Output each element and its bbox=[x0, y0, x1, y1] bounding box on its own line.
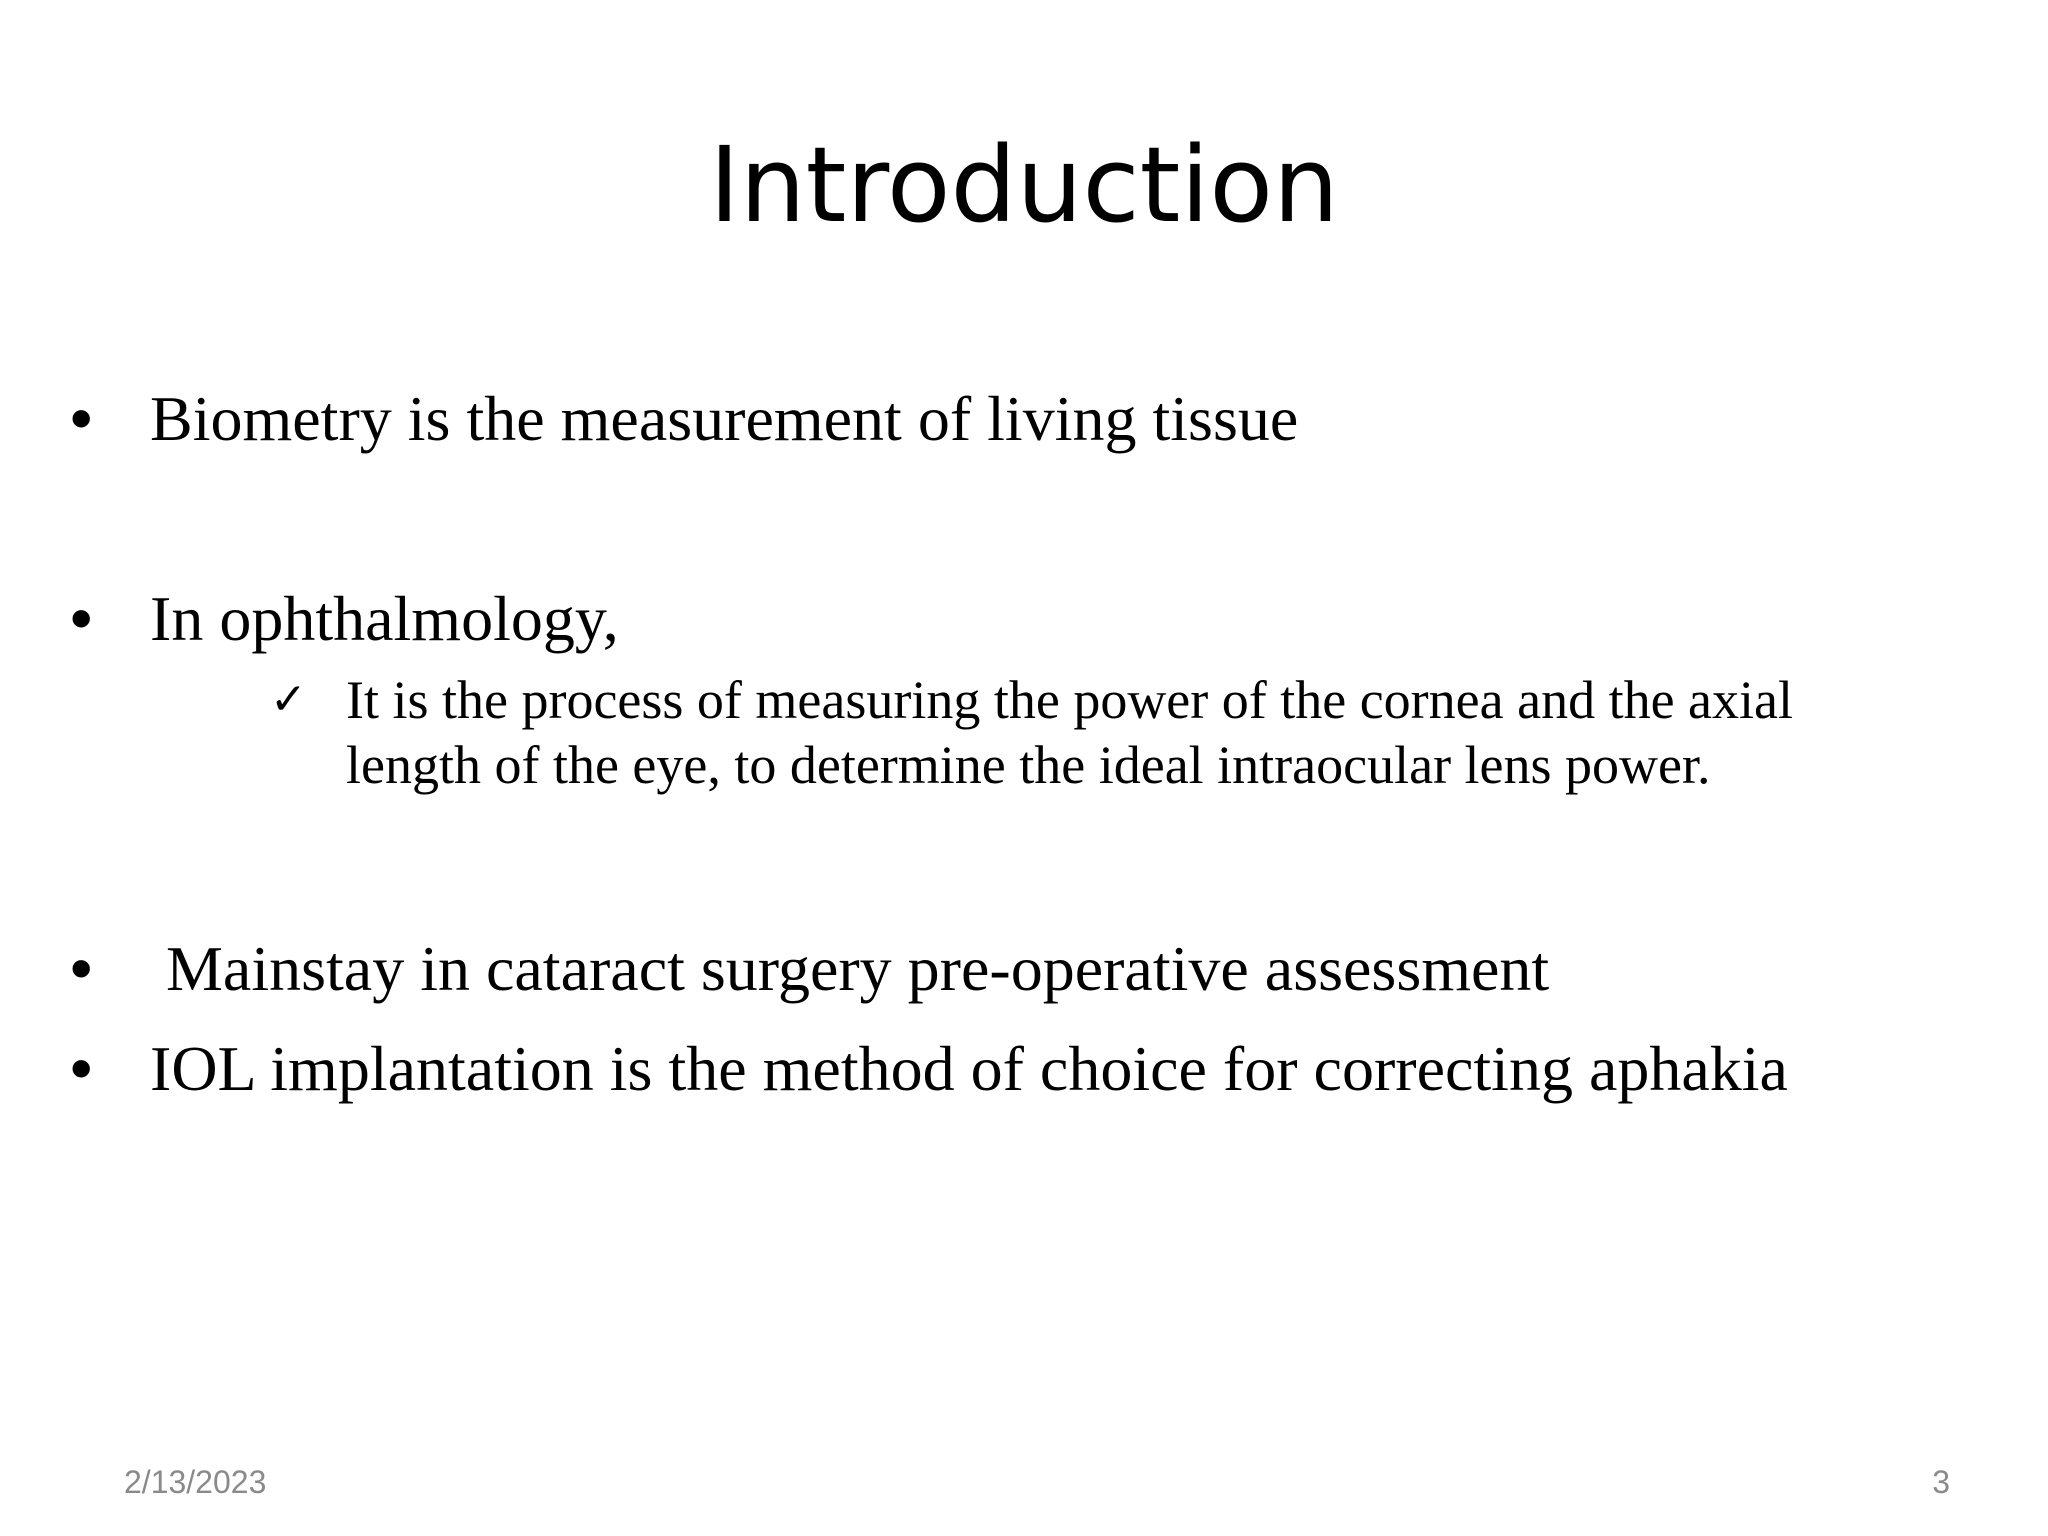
checkmark-icon: ✓ bbox=[270, 674, 307, 725]
bullet-icon: • bbox=[70, 1032, 93, 1104]
bullet-text: IOL implantation is the method of choice for correcting aphakia bbox=[150, 1033, 1788, 1104]
bullet-text: Biometry is the measurement of living tissue bbox=[150, 383, 1299, 454]
bullet-icon: • bbox=[70, 382, 93, 454]
sub-bullet-text: It is the process of measuring the power of the cornea and the axial length of the eye, to determine the ideal intraocular lens power. bbox=[346, 670, 1793, 795]
footer-page-number: 3 bbox=[1932, 1464, 1950, 1500]
bullet-text: In ophthalmology, bbox=[150, 583, 619, 654]
bullet-icon: • bbox=[70, 932, 93, 1004]
slide-title: Introduction bbox=[709, 124, 1339, 246]
footer-date: 2/13/2023 bbox=[124, 1464, 267, 1500]
bullet-icon: • bbox=[70, 582, 93, 654]
bullet-text: Mainstay in cataract surgery pre-operative assessment bbox=[166, 933, 1550, 1004]
